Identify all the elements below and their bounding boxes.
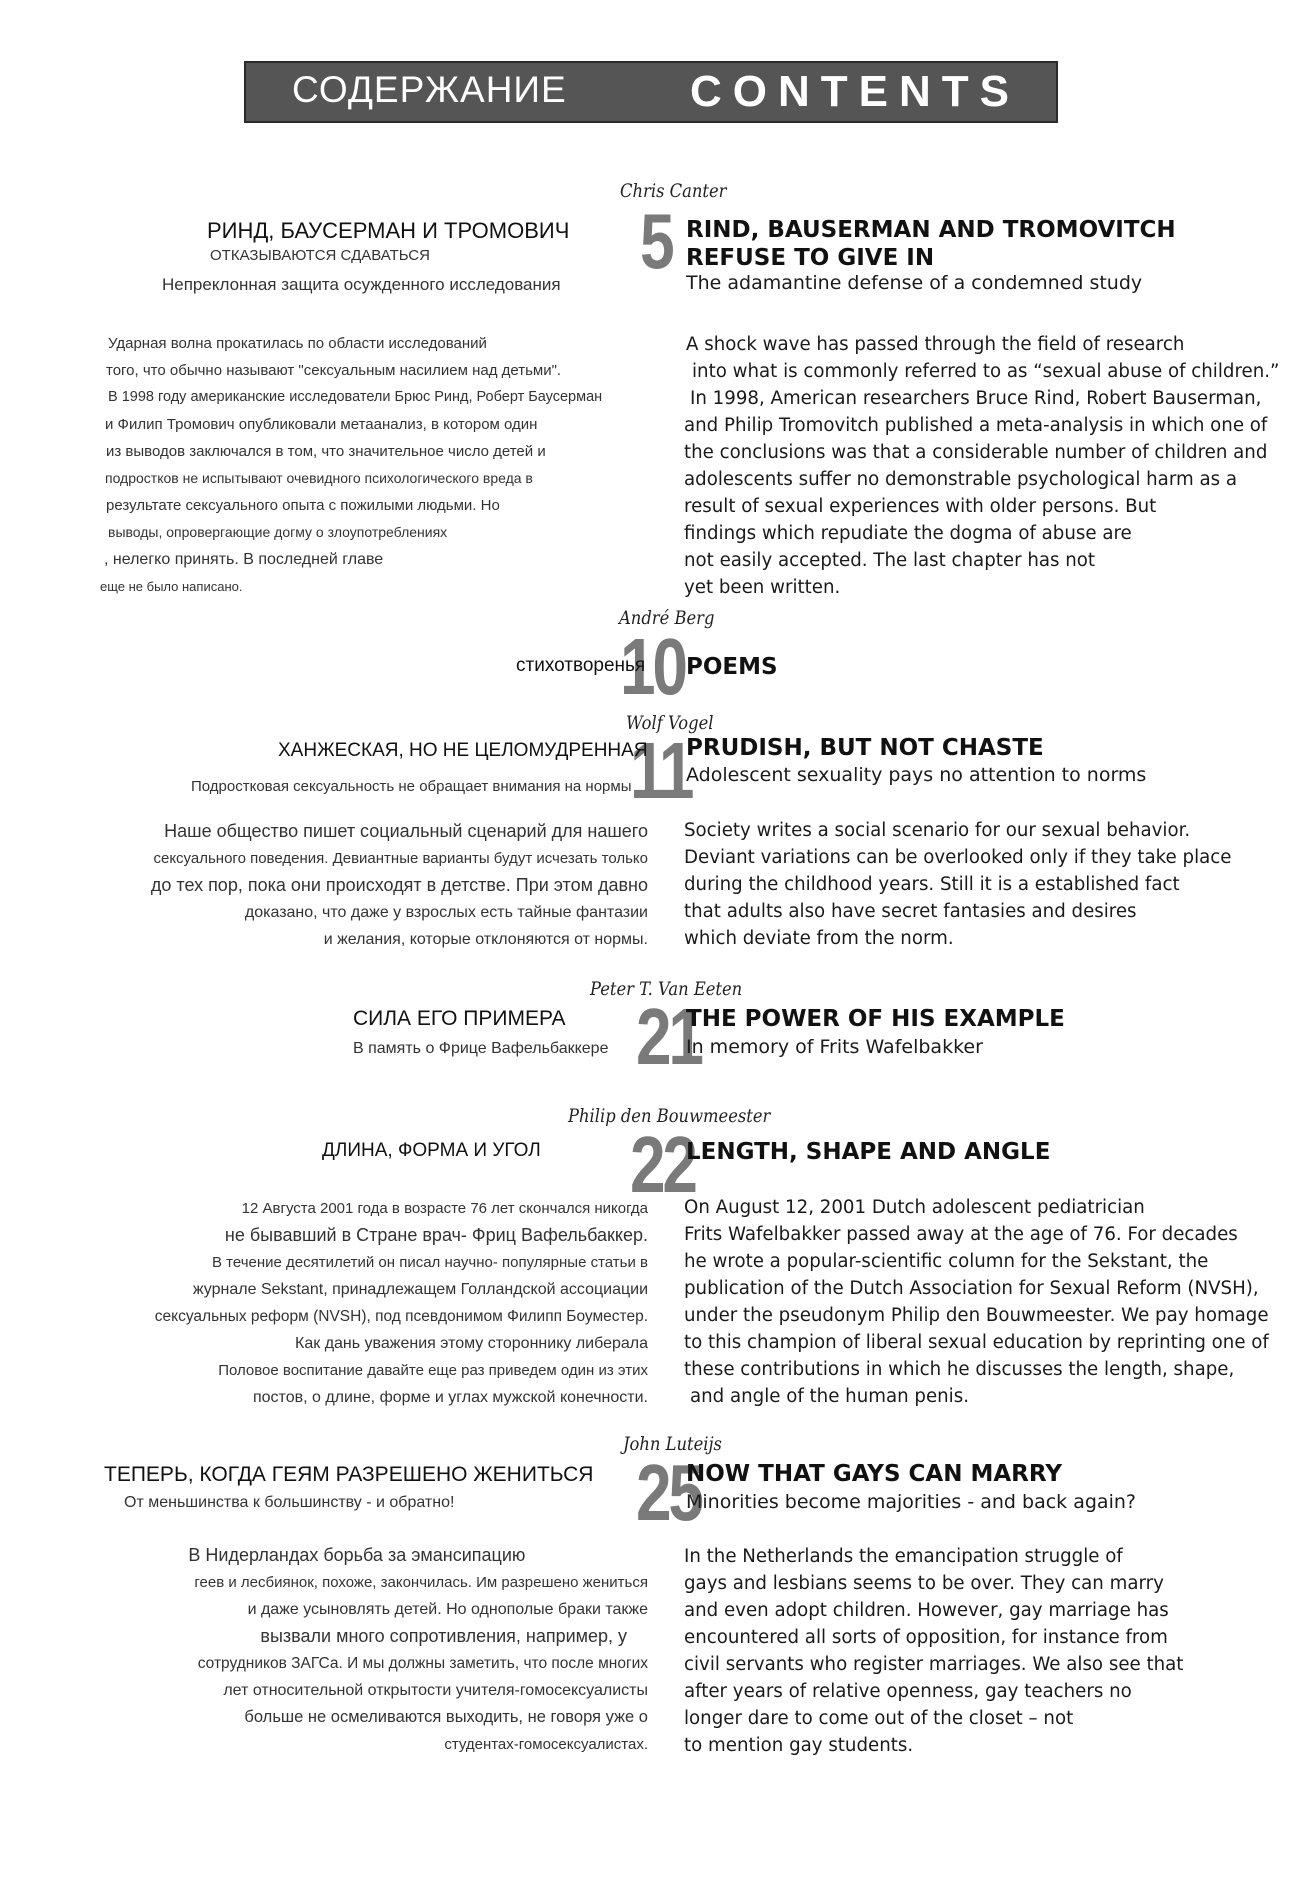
entry-title-en[interactable]: PRUDISH, BUT NOT CHASTE	[686, 735, 1044, 761]
entry-author: John Luteijs	[623, 1433, 722, 1455]
entry-abstract-en: Society writes a social scenario for our sexual behavior. Deviant variations can be overlooked only if they take place during the childhood years. Still it is a established fact that adults also have secret fantasies and desires which deviate from the norm.	[684, 820, 1232, 949]
entry-abstract-ru: В Нидерландах борьба за эмансипацию геев и лесбиянок, похоже, закончилась. Им разрешено жениться и даже усыновлять детей. Но однополые браки также вызвали много сопротивления, например, у сотрудников ЗАГСа. И мы должны заметить, что после многих лет относительной открытости учителя-гомосексуалисты больше не осмеливаются выходить, не говоря уже о студентах-гомосексуалистах.	[188, 1545, 648, 1753]
entry-subtitle-en: Adolescent sexuality pays no attention to norms	[686, 764, 1147, 786]
entry-title-ru: РИНД, БАУСЕРМАН И ТРОМОВИЧ	[207, 218, 570, 243]
entry-title-ru-line2: ОТКАЗЫВАЮТСЯ СДАВАТЬСЯ	[210, 247, 430, 264]
entry-title-en[interactable]: POEMS	[686, 654, 778, 680]
entry-author: André Berg	[619, 607, 715, 629]
entry-page-number[interactable]: 21	[636, 992, 701, 1081]
entry-author: Chris Canter	[620, 180, 727, 202]
entry-abstract-en: On August 12, 2001 Dutch adolescent pediatrician Frits Wafelbakker passed away at the age of 76. For decades he wrote a popular-scientific column for the Sekstant, the publication of the Dutch Association for Sexual Reform (NVSH), under the pseudonym Philip den Bouwmeester. We pay homage to this champion of liberal sexual education by reprinting one of these contributions in which he discusses the length, shape, and angle of the human penis.	[684, 1197, 1269, 1407]
entry-title-en[interactable]: RIND, BAUSERMAN AND TROMOVITCH REFUSE TO GIVE IN	[686, 217, 1176, 271]
entry-title-en[interactable]: NOW THAT GAYS CAN MARRY	[686, 1461, 1062, 1487]
entry-page-number[interactable]: 25	[636, 1448, 701, 1537]
entry-title-ru: СИЛА ЕГО ПРИМЕРА	[353, 1007, 566, 1030]
entry-subtitle-ru: Непреклонная защита осужденного исследования	[162, 275, 561, 294]
contents-header-banner	[244, 61, 1058, 123]
header-title-en: CONTENTS	[690, 67, 1020, 116]
entry-abstract-ru: Ударная волна прокатилась по области исследований того, что обычно называют "сексуальным насилием над детьми". В 1998 году американские исследователи Брюс Ринд, Роберт Баусерман и Филип Тромович опубликовали метаанализ, в котором один из выводов заключался в том, что значительное число детей и подростков не испытывают очевидного психологического вреда в результате сексуального опыта с пожилыми людьми. Но выводы, опровергающие догму о злоупотреблениях , нелегко принять. В последней главе еще не было написано.	[100, 335, 603, 594]
entry-title-ru: ХАНЖЕСКАЯ, НО НЕ ЦЕЛОМУДРЕННАЯ	[278, 740, 648, 761]
entry-author: Peter T. Van Eeten	[590, 978, 743, 1000]
entry-title-ru: ДЛИНА, ФОРМА И УГОЛ	[322, 1140, 541, 1161]
entry-subtitle-ru: От меньшинства к большинству - и обратно!	[124, 1494, 455, 1511]
entry-author: Philip den Bouwmeester	[568, 1105, 771, 1127]
header-title-ru: СОДЕРЖАНИЕ	[292, 69, 567, 110]
entry-subtitle-en: In memory of Frits Wafelbakker	[686, 1036, 983, 1058]
entry-subtitle-en: The adamantine defense of a condemned study	[686, 272, 1143, 294]
entry-abstract-en: A shock wave has passed through the field of research into what is commonly referred to as “sexual abuse of children.” In 1998, American researchers Bruce Rind, Robert Bauserman, and Philip Tromovitch published a meta-analysis in which one of the conclusions was that a considerable number of children and adolescents suffer no demonstrable psychological harm as a result of sexual experiences with older persons. But findings which repudiate the dogma of abuse are not easily accepted. The last chapter has not yet been written.	[684, 334, 1280, 598]
entry-abstract-en: In the Netherlands the emancipation struggle of gays and lesbians seems to be over. They can marry and even adopt children. However, gay marriage has encountered all sorts of opposition, for instance from civil servants who register marriages. We also see that after years of relative openness, gay teachers no longer dare to come out of the closet – not to mention gay students.	[684, 1546, 1184, 1756]
entry-page-number[interactable]: 11	[630, 726, 692, 815]
entry-page-number[interactable]: 22	[630, 1120, 695, 1209]
entry-title-en[interactable]: THE POWER OF HIS EXAMPLE	[686, 1006, 1065, 1032]
entry-abstract-ru: 12 Августа 2001 года в возрасте 76 лет скончался никогда не бывавший в Стране врач- Фриц Вафельбаккер. В течение десятилетий он писал научно- популярные статьи в журнале Sekstant, принадлежащем Голландской ассоциации сексуальных реформ (NVSH), под псевдонимом Филипп Боуместер. Как дань уважения этому стороннику либерала Половое воспитание давайте еще раз приведем один из этих постов, о длине, форме и углах мужской конечности.	[154, 1200, 648, 1406]
entry-subtitle-en: Minorities become majorities - and back again?	[686, 1491, 1136, 1513]
entry-page-number[interactable]: 5	[640, 197, 672, 285]
entry-page-number[interactable]: 10	[620, 622, 685, 711]
entry-title-ru: ТЕПЕРЬ, КОГДА ГЕЯМ РАЗРЕШЕНО ЖЕНИТЬСЯ	[104, 1463, 594, 1486]
entry-title-ru: стихотворенья	[516, 655, 646, 676]
entry-author: Wolf Vogel	[626, 712, 714, 734]
entry-subtitle-ru: В память о Фрице Вафельбаккере	[353, 1040, 609, 1057]
entry-subtitle-ru: Подростковая сексуальность не обращает внимания на нормы	[191, 778, 632, 795]
entry-title-en[interactable]: LENGTH, SHAPE AND ANGLE	[686, 1139, 1051, 1165]
entry-abstract-ru: Наше общество пишет социальный сценарий для нашего сексуального поведения. Девиантные варианты будут исчезать только до тех пор, пока они происходят в детстве. При этом давно доказано, что даже у взрослых есть тайные фантазии и желания, которые отклоняются от нормы.	[150, 821, 648, 948]
